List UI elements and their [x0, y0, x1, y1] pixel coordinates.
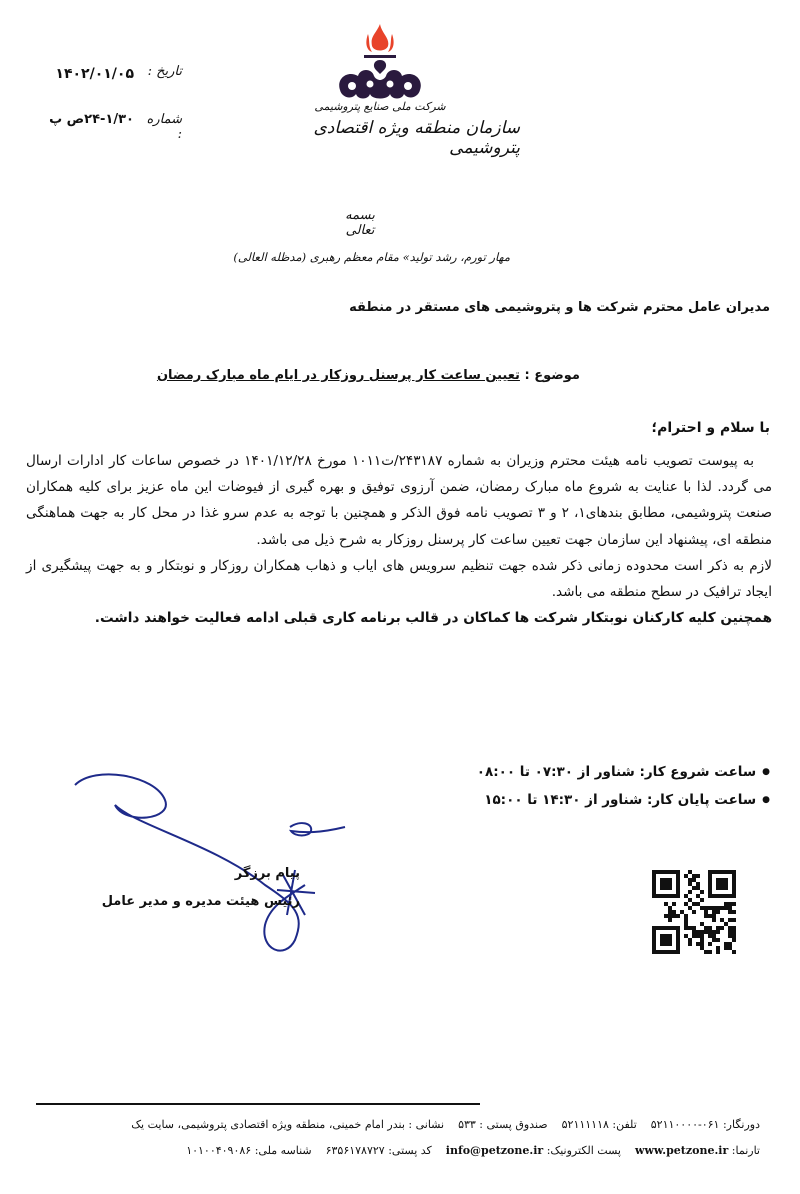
- footer-row-1: [131, 1118, 760, 1131]
- handwritten-signature: [55, 765, 355, 965]
- date-value: ۱۴۰۲/۰۱/۰۵: [55, 66, 134, 82]
- footer-email-group: [446, 1144, 621, 1157]
- footer-phone: تلفن: ۵۲۱۱۱۱۱۸: [561, 1118, 637, 1131]
- footer-national-id: شناسه ملی: ۱۰۱۰۰۴۰۹۰۸۶: [186, 1144, 312, 1157]
- number-label: شماره :: [146, 112, 182, 142]
- footer-email-label: پست الکترونیک:: [546, 1144, 621, 1157]
- footer-row-2: [186, 1144, 760, 1157]
- date-label: تاریخ :: [147, 64, 182, 79]
- footer-postal-code: کد پستی: ۶۳۵۶۱۷۸۷۲۷: [325, 1144, 432, 1157]
- invocation: بسمه تعالی: [345, 208, 375, 238]
- end-time-item: ● ساعت پایان کار: شناور از ۱۴:۳۰ تا ۱۵:۰۰: [420, 786, 770, 814]
- body-paragraph-2: لازم به ذکر است محدوده زمانی ذکر شده جهت تنظیم سرویس های ایاب و ذهاب همکاران روزکار و نوبتکار و به جهت پیشگیری از ایجاد ترافیک در سطح منطقه می باشد.: [26, 557, 772, 601]
- organization-logo: [330, 20, 430, 110]
- addressee: مدیران عامل محترم شرکت ها و پتروشیمی های مستقر در منطقه: [349, 300, 770, 315]
- subject-label: موضوع :: [524, 368, 580, 383]
- letter-body: [26, 448, 772, 631]
- footer-email-link[interactable]: info@petzone.ir: [445, 1144, 544, 1157]
- subject-line: [156, 368, 580, 383]
- letter-number: ۲۴-۱/۳۰ص پ: [49, 112, 134, 127]
- start-time-item: ● ساعت شروع کار: شناور از ۰۷:۳۰ تا ۰۸:۰۰: [420, 758, 770, 786]
- company-subtitle: شرکت ملی صنایع پتروشیمی: [314, 100, 446, 113]
- footer-website-link[interactable]: www.petzone.ir: [634, 1144, 729, 1157]
- footer-fax: دورنگار: ۰۶۱-۵۲۱۱۰۰۰۰: [650, 1118, 760, 1131]
- year-slogan: مهار تورم، رشد تولید» مقام معظم رهبری (مدظله العالی): [233, 250, 510, 264]
- working-hours-list: [420, 758, 770, 814]
- body-paragraph-3: همچنین کلیه کارکنان نوبتکار شرکت ها کماکان در قالب برنامه کاری قبلی ادامه فعالیت خواهند داشت.: [94, 610, 772, 627]
- organization-name: سازمان منطقه ویژه اقتصادی پتروشیمی: [313, 118, 520, 158]
- footer-po-box: صندوق پستی : ۵۳۳: [458, 1118, 548, 1131]
- qr-code[interactable]: [652, 870, 736, 954]
- footer-divider: [36, 1103, 480, 1105]
- footer-website-label: تارنما:: [731, 1144, 760, 1157]
- subject-text: تعیین ساعت کار پرسنل روزکار در ایام ماه مبارک رمضان: [156, 368, 520, 383]
- body-paragraph-1: به پیوست تصویب نامه هیئت محترم وزیران به شماره ۲۴۳۱۸۷/ت۱۰۱۱ مورخ ۱۴۰۱/۱۲/۲۸ در خصوص ساعات کار ادارات ارسال می گردد. لذا با عنایت به شروع ماه مبارک رمضان، ضمن آرزوی توفیق و بهره گیری از فیوضات این ماه عزیز برای کلیه همکاران صنعت پتروشیمی، مطابق بندهای۱، ۲ و ۳ تصویب نامه فوق الذکر و همچنین با توجه به عدم سرو غذا در محل کار به جهت هماهنگی منطقه ای، پیشنهاد این سازمان جهت تعیین ساعت کار پرسنل روزکار به شرح ذیل می باشد.: [26, 453, 772, 548]
- footer-address: نشانی : بندر امام خمینی، منطقه ویژه اقتصادی پتروشیمی، سایت یک: [131, 1118, 445, 1131]
- signer-title: رئیس هیئت مدیره و مدیر عامل: [101, 894, 300, 909]
- signer-name: پیام برزگر: [234, 866, 300, 881]
- greeting: با سلام و احترام؛: [651, 420, 770, 436]
- footer-website-group: [635, 1144, 760, 1157]
